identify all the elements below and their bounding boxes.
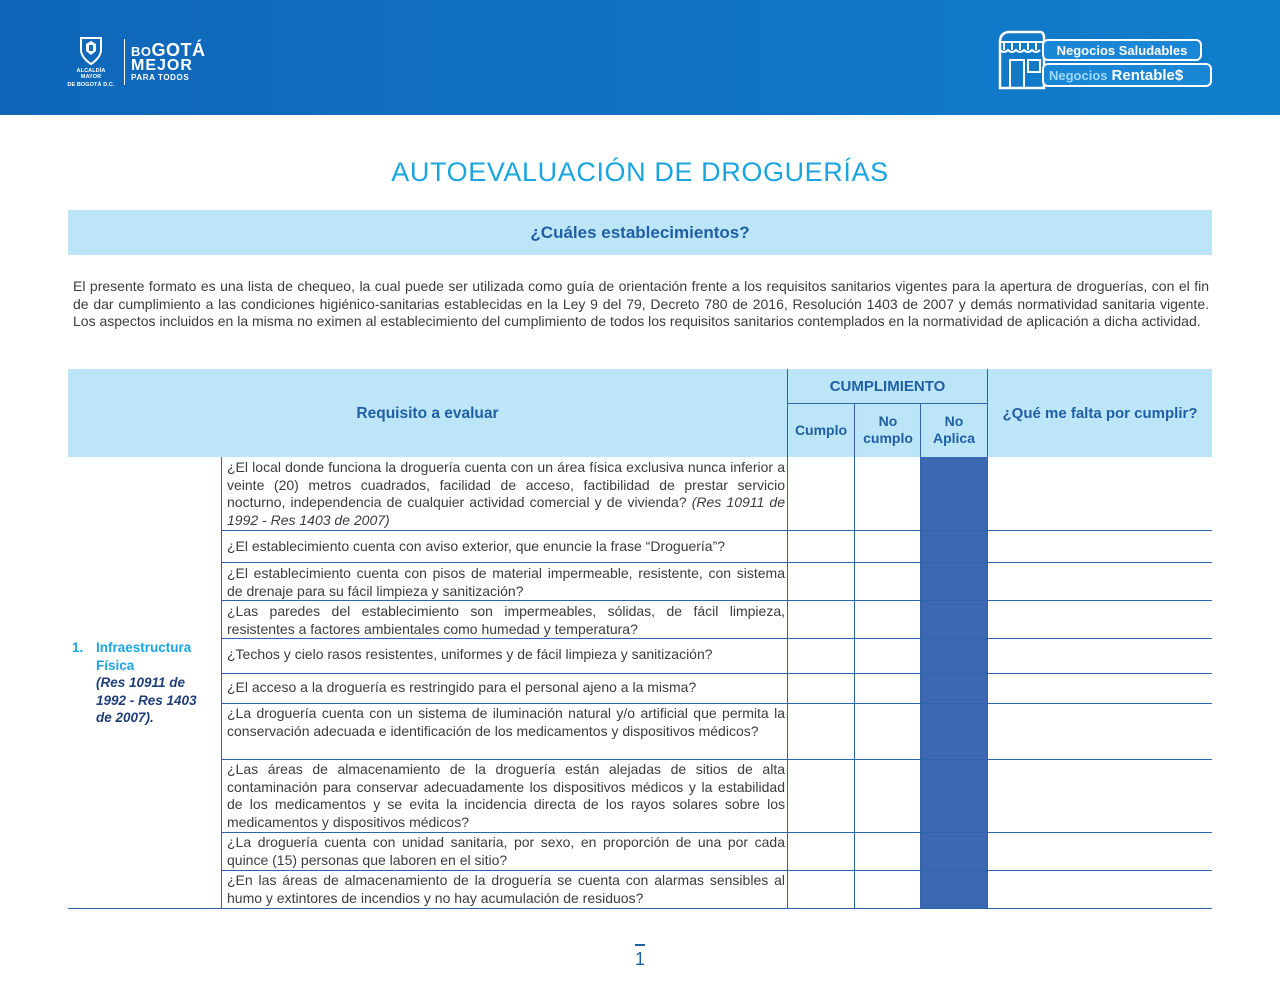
brand-gota: GOTÁ — [151, 39, 206, 60]
header-no-aplica-2: Aplica — [932, 430, 975, 446]
bogota-mejor-logo — [131, 39, 206, 82]
section-number: 1. — [72, 640, 84, 655]
requirement-row-1 — [227, 459, 785, 529]
requirement-row-9: ¿La droguería cuenta con unidad sanitaria, por sexo, en proporción de una por cada quince (15) personas que laboren en el sitio? — [227, 834, 785, 868]
header-no-aplica-1: No — [944, 413, 964, 429]
header-que-falta: ¿Qué me falta por cumplir? — [1002, 404, 1198, 422]
row-separator — [222, 530, 1212, 531]
shield-caption-2: DE BOGOTÁ D.C. — [67, 82, 115, 88]
row-separator — [222, 832, 1212, 833]
row-separator — [222, 562, 1212, 563]
header-cumplo: Cumplo — [794, 421, 848, 438]
header-no-cumplo-1: No — [878, 413, 898, 429]
intro-paragraph: El presente formato es una lista de chequeo, la cual puede ser utilizada como guía de orientación frente a los requisitos sanitarios vigentes para la apertura de droguerías, con el fin de dar cumplimiento a las condiciones higiénico-sanitarias establecidas en la Ley 9 del 79, Decreto 780 de 2016, Resolución 1403 de 2007 y demás normatividad sanitaria vigente. Los aspectos incluidos en la misma no eximen al establecimiento del cumplimiento de todos los requisitos sanitarios contemplados en la normatividad de aplicación a dicha actividad. — [73, 278, 1209, 329]
program-name-line1: Negocios Saludables — [1042, 39, 1202, 61]
program-name-line2 — [1042, 63, 1212, 87]
page-number-value: 1 — [634, 949, 645, 969]
section-ref-1: (Res 10911 de — [96, 675, 186, 690]
requirement-row-10: ¿En las áreas de almacenamiento de la droguería se cuenta con alarmas sensibles al humo y extintores de incendios y no hay acumulación de residuos? — [227, 872, 785, 906]
requirement-row-7: ¿La droguería cuenta con un sistema de iluminación natural y/o artificial que permita la conservación adecuada e identificación de los medicamentos y dispositivos médicos? — [227, 705, 785, 739]
header-cumplimiento: CUMPLIMIENTO — [829, 377, 946, 395]
program-negocios: Negocios — [1049, 67, 1108, 83]
requirement-row-6: ¿El acceso a la droguería es restringido para el personal ajeno a la misma? — [227, 679, 697, 695]
header-band — [0, 0, 1280, 115]
page-title: AUTOEVALUACIÓN DE DROGUERÍAS — [391, 157, 889, 187]
section-name-2: Física — [96, 657, 135, 673]
header-requisito: Requisito a evaluar — [356, 404, 499, 422]
table-bottom-border — [68, 908, 1212, 909]
row-separator — [222, 673, 1212, 674]
page-number-bar — [635, 944, 645, 946]
header-no-aplica — [921, 403, 987, 457]
requirement-row-4: ¿Las paredes del establecimiento son impermeables, sólidas, de fácil limpieza, resistentes a factores ambientales como humedad y temperatura? — [227, 603, 785, 637]
brand-bo: BO — [131, 43, 152, 59]
brand-para-todos: PARA TODOS — [131, 72, 190, 82]
shield-icon — [78, 36, 104, 66]
row-separator — [222, 870, 1212, 871]
header-no-cumplo-2: cumplo — [863, 430, 913, 446]
alcaldia-logo — [66, 36, 206, 88]
header-no-cumplo — [855, 403, 921, 457]
section-label-infraestructura — [72, 639, 222, 727]
storefront-icon — [996, 28, 1046, 94]
logo-divider — [124, 39, 125, 85]
requirement-row-5: ¿Techos y cielo rasos resistentes, uniformes y de fácil limpieza y sanitización? — [227, 646, 713, 662]
shield-caption-1: ALCALDÍA MAYOR — [76, 68, 106, 80]
row-separator — [222, 638, 1212, 639]
program-rentables: Rentable$ — [1111, 66, 1184, 84]
requirement-row-8: ¿Las áreas de almacenamiento de la droguería están alejadas de sitios de alta contaminación para conservar adecuadamente los dispositivos médicos y la estabilidad de los medicamentos y se evita la incidencia directa de los rayos solares sobre los medicamentos y dispositivos médicos? — [227, 761, 785, 830]
negocios-saludables-logo — [996, 28, 1214, 94]
section-heading: ¿Cuáles establecimientos? — [68, 210, 1212, 255]
row-separator — [222, 600, 1212, 601]
bogota-shield-logo — [66, 36, 116, 88]
row-separator — [222, 703, 1212, 704]
grid-line — [787, 403, 987, 404]
requirement-row-2: ¿El establecimiento cuenta con aviso exterior, que enuncie la frase “Droguería”? — [227, 538, 726, 554]
section-name-1: Infraestructura — [96, 640, 192, 655]
requirement-row-3: ¿El establecimiento cuenta con pisos de material impermeable, resistente, con sistema de drenaje para su fácil limpieza y sanitización? — [227, 565, 785, 599]
page-number — [0, 944, 1280, 970]
row-separator — [222, 759, 1212, 760]
section-ref-2: 1992 - Res 1403 — [96, 692, 197, 708]
no-aplica-shaded-column — [921, 457, 987, 908]
section-ref-3: de 2007). — [96, 710, 154, 725]
requirement-ref: (Res 10911 de 1992 - Res 1403 de 2007) — [227, 494, 785, 528]
requirement-text: ¿El local donde funciona la droguería cuenta con un área física exclusiva nunca inferior a veinte (20) metros cuadrados, facilidad de acceso, factibilidad de prestar servicio nocturno, independencia de cualquier actividad comercial y de vivienda? — [227, 459, 785, 510]
brand-mejor: MEJOR — [131, 56, 193, 74]
